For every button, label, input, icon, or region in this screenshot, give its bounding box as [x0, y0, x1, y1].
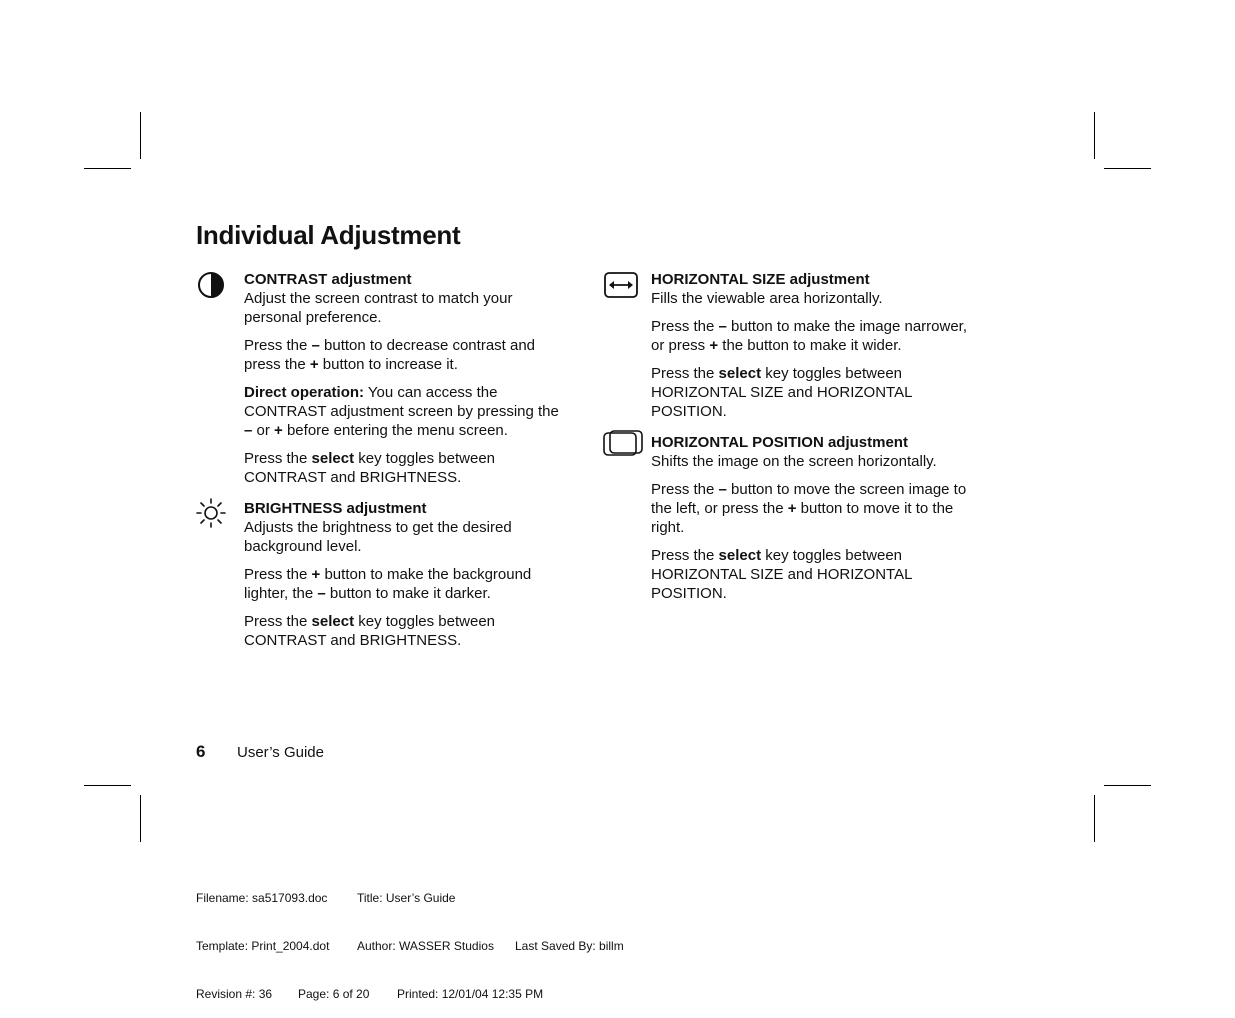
meta-revision: Revision #: 36	[196, 987, 273, 1001]
crop-mark	[140, 112, 141, 159]
contrast-description: Adjust the screen contrast to match your personal preference.	[244, 290, 513, 326]
contrast-icon	[197, 271, 225, 299]
horizontal-size-section	[651, 270, 976, 421]
brightness-description: Adjusts the brightness to get the desired background level.	[244, 519, 512, 555]
contrast-direct-operation: Direct operation: You can access the CONTRAST adjustment screen by pressing the – or + before entering the menu screen.	[244, 384, 559, 439]
horizontal-size-paragraph: Press the – button to make the image narrower, or press + the button to make it wider.	[651, 318, 968, 354]
meta-template: Template: Print_2004.dot	[196, 939, 330, 953]
contrast-section	[244, 270, 569, 487]
crop-mark	[84, 785, 131, 786]
horizontal-size-icon	[604, 271, 638, 299]
horizontal-position-select-toggle: Press the select key toggles between HORIZONTAL SIZE and HORIZONTAL POSITION.	[651, 547, 912, 602]
metadata-row	[196, 986, 624, 1002]
brightness-heading: BRIGHTNESS adjustment	[244, 500, 427, 517]
page-number: 6	[196, 742, 206, 761]
meta-author: Author: WASSER Studios	[357, 939, 494, 953]
crop-mark	[1094, 795, 1095, 842]
meta-filename: Filename: sa517093.doc	[196, 891, 328, 905]
horizontal-position-icon	[603, 429, 643, 457]
crop-mark	[140, 795, 141, 842]
horizontal-position-description: Shifts the image on the screen horizontally.	[651, 453, 937, 470]
left-column	[244, 270, 569, 662]
contrast-paragraph: Press the – button to decrease contrast and press the + button to increase it.	[244, 337, 536, 373]
metadata-row	[196, 938, 624, 954]
guide-label: User’s Guide	[237, 744, 324, 761]
right-column	[651, 270, 976, 615]
contrast-heading: CONTRAST adjustment	[244, 271, 412, 288]
crop-mark	[1104, 168, 1151, 169]
horizontal-size-select-toggle: Press the select key toggles between HORIZONTAL SIZE and HORIZONTAL POSITION.	[651, 365, 912, 420]
meta-last-saved: Last Saved By: billm	[515, 939, 624, 953]
brightness-sun-icon	[196, 498, 226, 528]
horizontal-position-heading: HORIZONTAL POSITION adjustment	[651, 434, 908, 451]
meta-page: Page: 6 of 20	[298, 987, 370, 1001]
horizontal-position-paragraph: Press the – button to move the screen image to the left, or press the + button to move it to the right.	[651, 481, 967, 536]
brightness-select-toggle: Press the select key toggles between CONTRAST and BRIGHTNESS.	[244, 613, 496, 649]
horizontal-position-section	[651, 433, 976, 603]
brightness-paragraph: Press the + button to make the background lighter, the – button to make it darker.	[244, 566, 532, 602]
horizontal-size-heading: HORIZONTAL SIZE adjustment	[651, 271, 870, 288]
metadata-row	[196, 890, 624, 906]
horizontal-size-description: Fills the viewable area horizontally.	[651, 290, 883, 307]
meta-title: Title: User’s Guide	[357, 891, 456, 905]
brightness-section	[244, 499, 569, 650]
document-metadata	[196, 858, 624, 1018]
crop-mark	[84, 168, 131, 169]
page-title: Individual Adjustment	[196, 220, 461, 250]
meta-printed: Printed: 12/01/04 12:35 PM	[397, 987, 544, 1001]
crop-mark	[1104, 785, 1151, 786]
contrast-select-toggle: Press the select key toggles between CONTRAST and BRIGHTNESS.	[244, 450, 496, 486]
crop-mark	[1094, 112, 1095, 159]
